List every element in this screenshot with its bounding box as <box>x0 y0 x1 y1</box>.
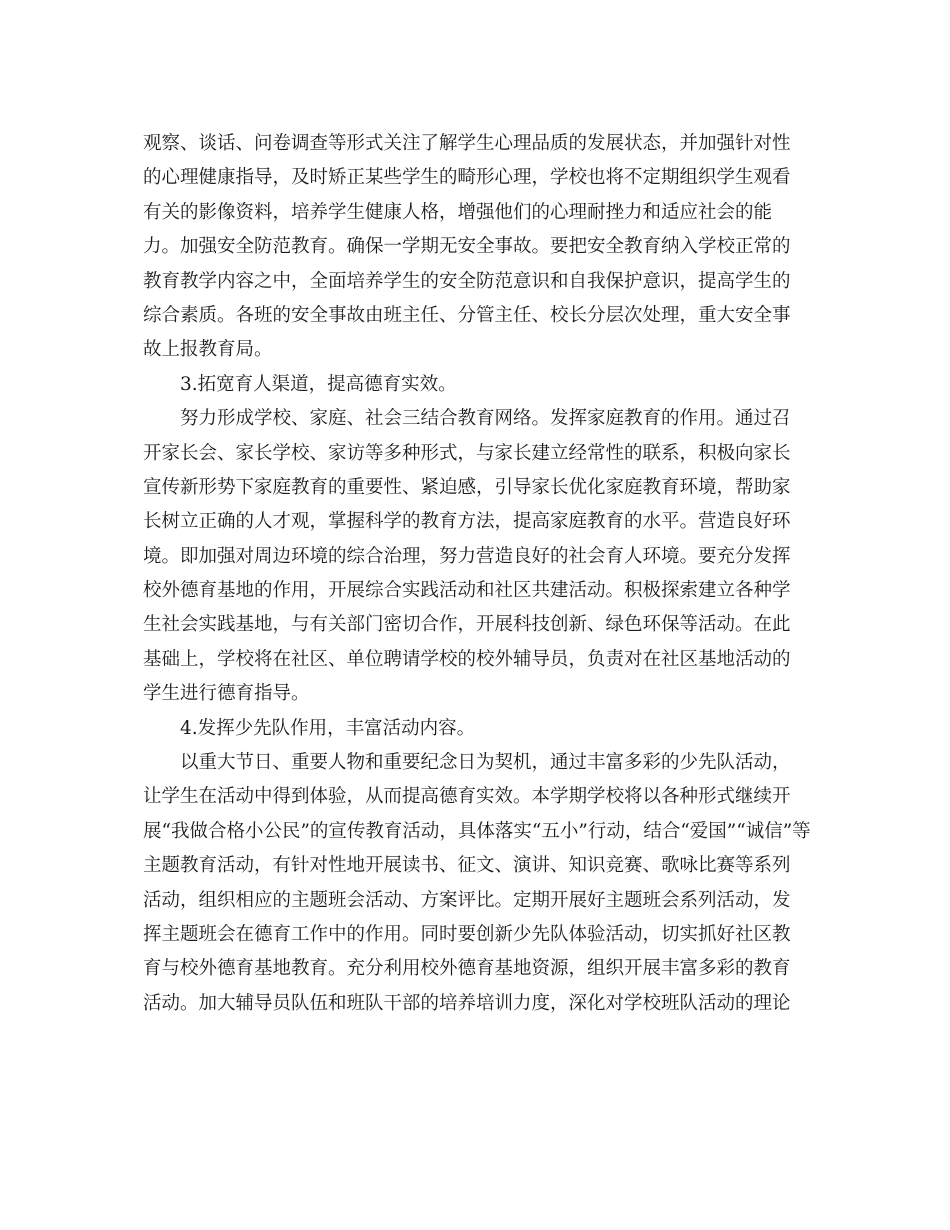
text-line: 综合素质。各班的安全事故由班主任、分管主任、校长分层次处理，重大安全事 <box>143 304 791 326</box>
text-line: 活动。加大辅导员队伍和班队干部的培养培训力度，深化对学校班队活动的理论 <box>143 992 791 1014</box>
text-line: 活动，组织相应的主题班会活动、方案评比。定期开展好主题班会系列活动，发 <box>143 889 791 911</box>
paragraph-start: 努力形成学校、家庭、社会三结合教育网络。发挥家庭教育的作用。通过召 <box>180 408 791 430</box>
text-line: 宣传新形势下家庭教育的重要性、紧迫感，引导家长优化家庭教育环境，帮助家 <box>143 476 791 498</box>
text-line: 展“我做合格小公民”的宣传教育活动，具体落实“五小”行动，结合“爱国”“诚信”等 <box>143 820 811 842</box>
text-line: 长树立正确的人才观，掌握科学的教育方法，提高家庭教育的水平。营造良好环 <box>143 511 791 533</box>
text-line: 学生进行德育指导。 <box>143 683 310 705</box>
text-line: 基础上，学校将在社区、单位聘请学校的校外辅导员，负责对在社区基地活动的 <box>143 648 791 670</box>
text-line: 挥主题班会在德育工作中的作用。同时要创新少先队体验活动，切实抓好社区教 <box>143 923 791 945</box>
text-line: 让学生在活动中得到体验，从而提高德育实效。本学期学校将以各种形式继续开 <box>143 786 791 808</box>
text-line: 的心理健康指导，及时矫正某些学生的畸形心理，学校也将不定期组织学生观看 <box>143 167 791 189</box>
section-heading-3: 3.拓宽育人渠道，提高德育实效。 <box>180 373 457 395</box>
text-line: 有关的影像资料，培养学生健康人格，增强他们的心理耐挫力和适应社会的能 <box>143 201 773 223</box>
text-line: 故上报教育局。 <box>143 339 273 361</box>
text-line: 境。即加强对周边环境的综合治理，努力营造良好的社会育人环境。要充分发挥 <box>143 545 791 567</box>
text-line: 观察、谈话、问卷调查等形式关注了解学生心理品质的发展状态，并加强针对性 <box>143 133 791 154</box>
document-body <box>143 127 811 1021</box>
section-heading-4: 4.发挥少先队作用，丰富活动内容。 <box>180 717 476 739</box>
text-line: 主题教育活动，有针对性地开展读书、征文、演讲、知识竞赛、歌咏比赛等系列 <box>143 855 791 877</box>
text-line: 校外德育基地的作用，开展综合实践活动和社区共建活动。积极探索建立各种学 <box>143 580 791 602</box>
text-line: 教育教学内容之中，全面培养学生的安全防范意识和自我保护意识，提高学生的 <box>143 270 791 292</box>
text-line: 开家长会、家长学校、家访等多种形式，与家长建立经常性的联系，积极向家长 <box>143 442 791 464</box>
text-line: 生社会实践基地，与有关部门密切合作，开展科技创新、绿色环保等活动。在此 <box>143 614 791 636</box>
text-line: 育与校外德育基地教育。充分利用校外德育基地资源，组织开展丰富多彩的教育 <box>143 958 791 980</box>
text-line: 力。加强安全防范教育。确保一学期无安全事故。要把安全教育纳入学校正常的 <box>143 236 791 258</box>
paragraph-start: 以重大节日、重要人物和重要纪念日为契机，通过丰富多彩的少先队活动， <box>180 752 791 774</box>
